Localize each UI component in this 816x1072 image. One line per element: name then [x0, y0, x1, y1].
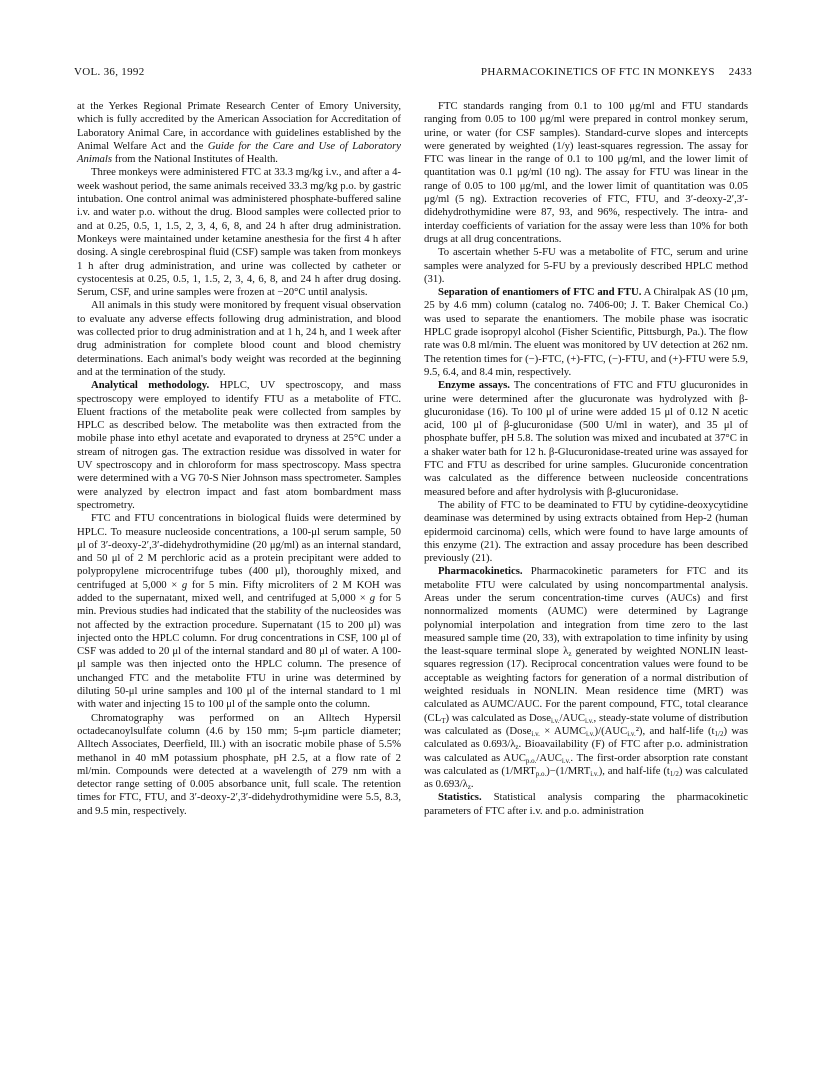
section-heading: Statistics.	[438, 791, 482, 804]
text-span: . The first-order absorption rate constant was calculated as (1/MRT	[424, 751, 749, 777]
subscript: 1/2	[669, 769, 679, 778]
paragraph-analytical-methodology	[77, 379, 401, 512]
text-span: HPLC, UV spectroscopy, and mass spectroscopy were employed to identify FTU as a metabolite of FTC. Eluent fractions of the metabolite peak were collected from samples by HPLC as described below. The metabolite was then extracted from the mobile phase into ethyl acetate and evaporated to dryness at 25°C under a stream of nitrogen gas. The extraction residue was dissolved in water for UV spectroscopy and in chloroform for mass spectroscopy. Mass spectra were determined with a VG 70-S Nier Johnson mass spectrometer. Samples were analyzed by electron impact and fast atom bombardment mass spectrometry.	[77, 379, 401, 511]
text-span: generated by weighted NONLIN least-squares regression (17). Reciprocal concentration values were found to be acceptable as weighting factors for generation of a normal distribution of weighted residuals in NONLIN. Mean residence time (MRT) was calculated as AUMC/AUC. For the parent compound, FTC, total clearance (CL	[424, 645, 748, 724]
section-heading: Pharmacokinetics.	[438, 565, 523, 578]
subscript: z	[568, 650, 572, 659]
text-span: ²), and half-life (t	[635, 724, 715, 737]
text-span: × AUMC	[539, 724, 587, 737]
subscript: 1/2	[714, 729, 724, 738]
text-span: A Chiralpak AS (10 μm, 25 by 4.6 mm) column (catalog no. 7406-00; J. T. Baker Chemical Co.) was used to separate the enantiomers. The mobile phase was isocratic HPLC grade isopropyl alcohol (Fisher Scientific, Pittsburgh, Pa.). The flow rate was 0.8 ml/min. The eluent was monitored by UV detection at 262 nm. The retention times for (−)-FTC, (+)-FTC, (−)-FTU, and (+)-FTU were 5.9, 9.5, 6.4, and 8.4 min, respectively.	[424, 286, 749, 378]
text-span: , steady-state volume of distribution was calculated as (Dose	[424, 711, 748, 737]
section-heading: Enzyme assays.	[438, 379, 510, 392]
text-span: Pharmacokinetic parameters for FTC and its metabolite FTU were calculated by using noncompartmental analysis. Areas under the serum concentration-time curves (AUCs) and first nonnormalized moments (AUMC) were determined by Lagrange polynomial interpolation and integration from time zero to the last measured sample time (20, 33), with extrapolation to time infinity by using the least-square terminal slope λ	[424, 565, 748, 658]
right-column	[424, 100, 748, 818]
running-title-group	[481, 66, 752, 78]
subscript: i.v.	[590, 769, 599, 778]
paragraph-statistics	[424, 791, 748, 818]
text-span: FTC and FTU concentrations in biological fluids were determined by HPLC. To measure nucleoside concentrations, a 100-μl serum sample, 50 μl of 3′-deoxy-2′,3′-didehydrothymidine (20 μg/ml) as an internal standard, and 50 μl of 2 M perchloric acid as a protein precipitant were added to polypropylene microcentrifuge tubes (400 μl), thoroughly mixed, and centrifuged at 5,000 ×	[77, 512, 401, 591]
subscript: i.v.	[531, 729, 540, 738]
italic-g: g	[369, 591, 376, 604]
paragraph-enzyme-assays	[424, 379, 748, 499]
text-span: at the Yerkes Regional Primate Research Center of Emory University, which is fully accredited by the American Association for Accreditation of Laboratory Animal Care, in accordance with guidelines established by the Animal Welfare Act and the	[77, 100, 401, 152]
left-column	[77, 100, 401, 818]
subscript: i.v.	[550, 716, 560, 725]
text-span: for 5 min. Previous studies had indicated that the stability of the nucleosides was not affected by the extraction procedure. Supernatant (15 to 200 μl) was injected onto the HPLC column. For drug concentrations in CSF, 100 μl of CSF was added to 20 μl of the internal standard and 80 μl of water. A 100-μl sample was then injected onto the HPLC column. The presence of unchanged FTC and the metabolite FTU in urine was determined by diluting 50-μl urine samples and 100 μl of the internal standard to 1 ml with water and injecting 15 to 100 μl of the sample onto the column.	[77, 591, 401, 711]
paragraph-animal-facility	[77, 100, 401, 166]
text-span: ), and half-life (t	[598, 764, 670, 777]
guide-title: Guide for the Care and Use of Laboratory Animals	[77, 139, 401, 166]
paragraph-deaminase: The ability of FTC to be deaminated to FTU by cytidine-deoxycytidine deaminase was determined by using extracts obtained from Hep-2 (human epidermoid carcinoma) cells, which were found to have large amounts of this enzyme (21). The extraction and assay procedure has been described previously (21).	[424, 498, 748, 565]
paragraph-hplc-concentrations	[77, 512, 401, 711]
paragraph-chromatography: Chromatography was performed on an Alltech Hypersil octadecanoylsulfate column (4.6 by 150 mm; 5-μm particle diameter; Alltech Associates, Deerfield, Ill.) with an isocratic mobile phase of 5.5% methanol in 40 mM potassium phosphate, pH 2.5, at a flow rate of 2 ml/min. Compounds were detected at a wavelength of 279 nm with a detector range setting of 0.005 absorbance unit, full scale. The retention times for FTC, FTU, and 3′-deoxy-2′,3′-didehydrothymidine were 5.5, 8.3, and 9.5 min, respectively.	[77, 711, 401, 817]
section-heading: Analytical methodology.	[91, 379, 210, 392]
paragraph-monitoring: All animals in this study were monitored by frequent visual observation to evaluate any adverse effects following drug administration, and blood was collected prior to drug administration and at 1 h, 24 h, and 1 week after drug administration for complete blood count and blood chemistry determinations. Each animal's body weight was recorded at the beginning and at the termination of the study.	[77, 299, 401, 378]
page-number: 2433	[728, 66, 752, 78]
subscript: z	[515, 743, 519, 752]
paragraph-pharmacokinetics	[424, 565, 748, 791]
subscript: p.o.	[525, 756, 537, 765]
subscript: i.v.	[627, 729, 636, 738]
text-span: ) was calculated as Dose	[445, 711, 551, 724]
text-span: Statistical analysis comparing the pharmacokinetic parameters of FTC after i.v. and p.o. administration	[424, 791, 748, 817]
paragraph-5fu: To ascertain whether 5-FU was a metabolite of FTC, serum and urine samples were analyzed for 5-FU by a previously described HPLC method (31).	[424, 246, 748, 285]
text-span: The concentrations of FTC and FTU glucuronides in urine were determined after the glucuronate was hydrolyzed with β-glucuronidase (16). To 100 μl of urine were added 15 μl of 0.12 N acetic acid, 100 μl of β-glucuronidase (500 U/ml in water), and 35 μl of phosphate buffer, pH 5.8. The solution was mixed and incubated at 37°C in a shaker water bath for 12 h. β-Glucuronidase-treated urine was assayed for FTC and FTU as described for urine samples. Glucuronide concentration was calculated as the difference between nucleoside concentrations measured before and after hydrolysis with β-glucuronidase.	[424, 379, 748, 498]
paragraph-standards: FTC standards ranging from 0.1 to 100 μg/ml and FTU standards ranging from 0.05 to 100 μg/ml were prepared in control monkey serum, urine, or water (for CSF samples). Standard-curve slopes and intercepts were generated by weighted (1/y) least-squares regression. The assay for FTC was linear in the range of 0.1 to 100 μg/ml, and the lower limit of quantitation was 0.1 μg/ml (10 ng). The assay for FTU was linear in the range of 0.05 to 100 μg/ml, and the lower limit of quantitation was 0.05 μg/ml (5 ng). Extraction recoveries of FTC, FTU, and 3′-deoxy-2′,3′-didehydrothymidine were 87, 93, and 96%, respectively. The intra- and interday coefficients of variation for the assay were less than 10% for both drugs at all drug concentrations.	[424, 100, 748, 245]
section-heading: Separation of enantiomers of FTC and FTU.	[438, 286, 642, 299]
italic-g: g	[181, 578, 188, 591]
subscript: z	[467, 783, 471, 792]
text-span: ) was calculated as 0.693/λ	[424, 724, 748, 751]
subscript: i.v.	[586, 729, 595, 738]
text-span: /AUC	[559, 711, 586, 724]
subscript: p.o.	[535, 769, 547, 778]
paragraph-enantiomers	[424, 286, 748, 379]
text-span: )/(AUC	[594, 724, 628, 737]
text-span: /AUC	[536, 751, 562, 764]
text-span: for 5 min. Fifty microliters of 2 M KOH was added to the supernatant, mixed well, and centrifuged at 5,000 ×	[77, 578, 401, 604]
text-span: )−(1/MRT	[546, 764, 591, 777]
subscript: i.v.	[585, 716, 594, 725]
volume-label: VOL. 36, 1992	[74, 66, 145, 78]
paragraph-dosing: Three monkeys were administered FTC at 33.3 mg/kg i.v., and after a 4-week washout period, the same animals received 33.3 mg/kg p.o. by gastric intubation. One control animal was administered phosphate-buffered saline i.v. and water p.o. without the drug. Blood samples were collected prior to and at 0.25, 0.5, 1, 1.5, 2, 3, 4, 6, 8, and 24 h after drug administration. Monkeys were maintained under ketamine anesthesia for the first 4 h after dosing. A single cerebrospinal fluid (CSF) sample was taken from monkeys 1 h after drug administration, and urine was collected by catheter or cystocentesis at 0.25, 0.5, 1, 1.5, 2, 3, 4, 6, 8, and 24 h after drug dosing. Serum, CSF, and urine samples were frozen at −20°C until analysis.	[77, 166, 401, 299]
text-span: ) was calculated as 0.693/λ	[424, 764, 749, 791]
text-span: from the National Institutes of Health.	[112, 153, 278, 166]
text-span: . Bioavailability (F) of FTC after p.o. administration was calculated as AUC	[424, 738, 748, 764]
running-header	[74, 66, 752, 82]
running-title: PHARMACOKINETICS OF FTC IN MONKEYS	[480, 66, 715, 78]
text-span: .	[470, 778, 474, 791]
subscript: T	[441, 716, 446, 725]
subscript: i.v.	[561, 756, 571, 765]
